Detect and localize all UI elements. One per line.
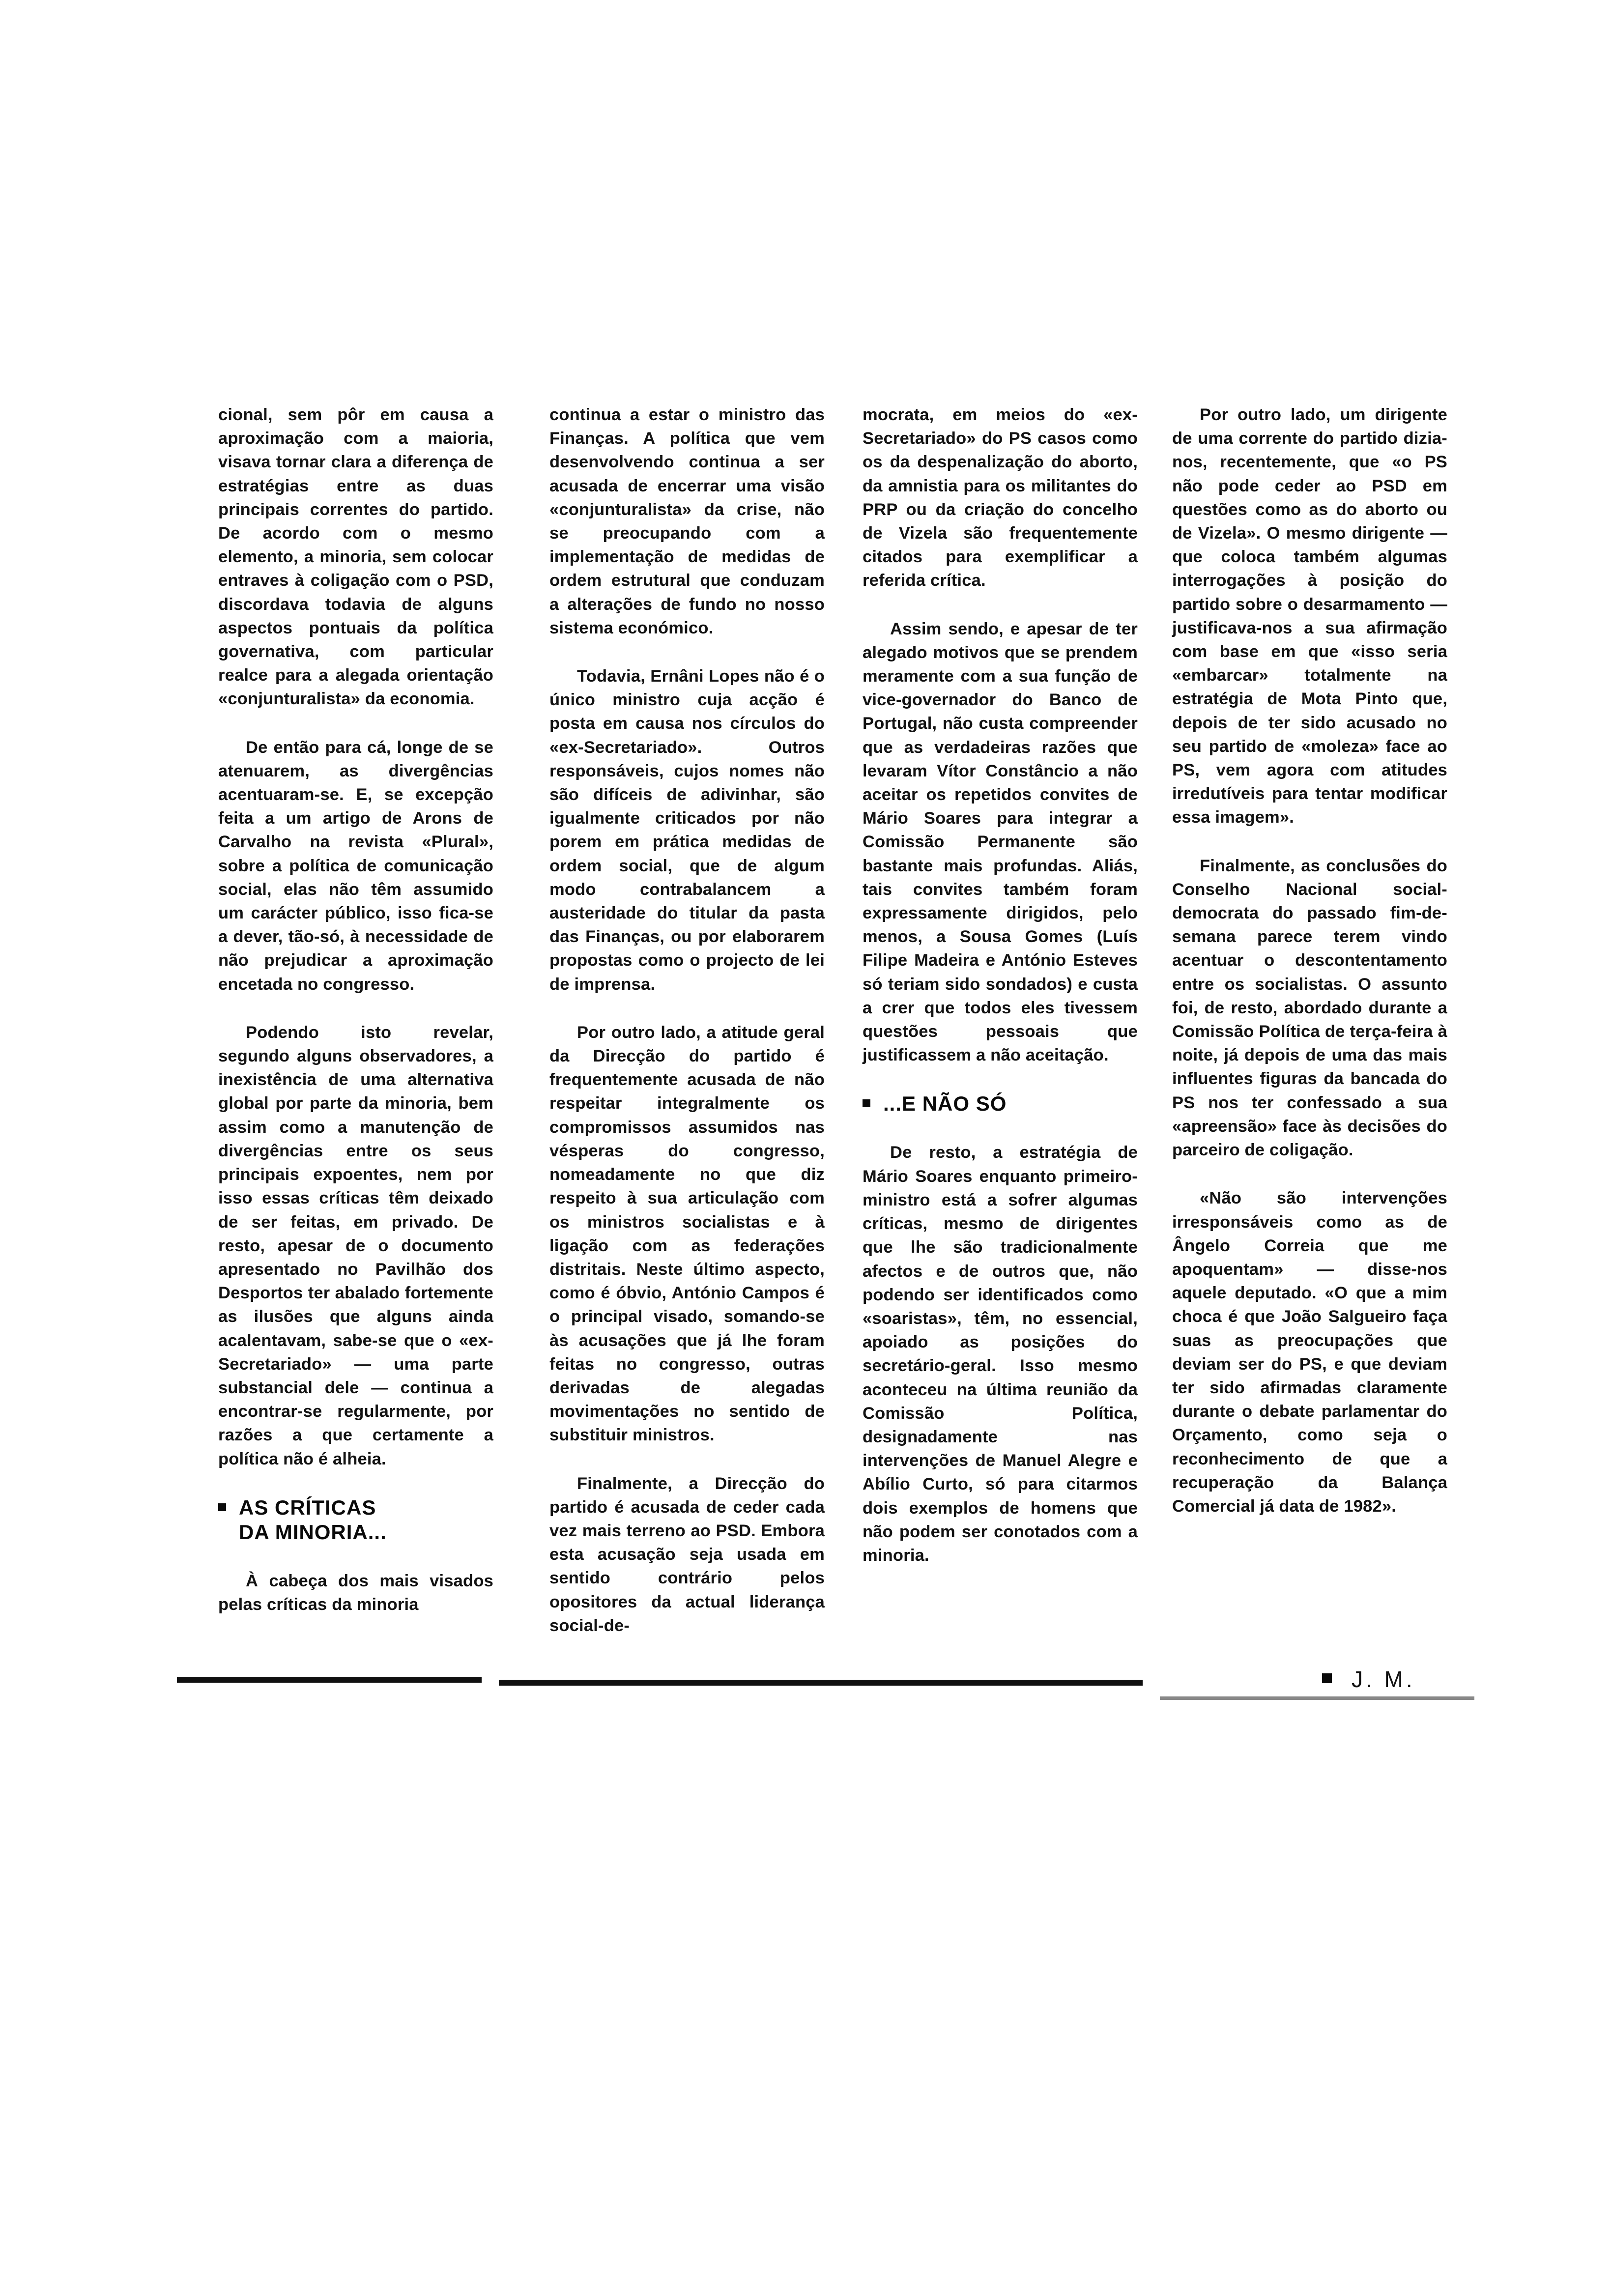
- section-heading-line: DA MINORIA...: [239, 1520, 387, 1544]
- bullet-square-icon: [1322, 1673, 1332, 1683]
- author-initials: J. M.: [1352, 1666, 1415, 1692]
- section-heading: [218, 1495, 493, 1545]
- paragraph: Finalmente, a Direcção do partido é acusada de ceder cada vez mais terreno ao PSD. Embora esta acusação seja usada em sentido contrário pelos opositores da actual liderança social-de-: [549, 1474, 825, 1635]
- paragraph: Assim sendo, e apesar de ter alegado motivos que se prendem meramente com a sua função de vice-governador do Banco de Portugal, não custa compreender que as verdadeiras razões que levaram Vítor Constâncio a não aceitar os repetidos convites de Mário Soares para integrar a Comissão Permanente são bastante mais profundas. Aliás, tais convites também foram expressamente dirigidos, pelo menos, a Sousa Gomes (Luís Filipe Madeira e António Esteves só teriam sido sondados) e custa a crer que todos eles tivessem questões pessoais que justificassem a não aceitação.: [863, 619, 1138, 1065]
- paragraph: «Não são intervenções irresponsáveis como as de Ângelo Correia que me apoquentam» — disse-nos aquele deputado. «O que a mim choca é que João Salgueiro faça suas as preocupações que deviam ser do PS, e que deviam ter sido afirmadas claramente durante o debate parlamentar do Orçamento, como seja o reconhecimento de que a recuperação da Balança Comercial já data de 1982».: [1172, 1189, 1447, 1516]
- article-column-2: [549, 403, 825, 1662]
- paragraph: De resto, a estratégia de Mário Soares enquanto primeiro-ministro está a sofrer algumas críticas, mesmo de dirigentes que lhe são tradicionalmente afectos e de outros que, não podendo ser identificados como «soaristas», têm, no essencial, apoiado as posições do secretário-geral. Isso mesmo aconteceu na última reunião da Comissão Política, designadamente nas intervenções de Manuel Alegre e Abílio Curto, só para citarmos dois exemplos de homens que não podem ser conotados com a minoria.: [863, 1143, 1138, 1565]
- paragraph: mocrata, em meios do «ex-Secretariado» do PS casos como os da despenalização do aborto, da amnistia para os militantes do PRP ou da criação do concelho de Vizela são frequentemente citados para exemplificar a referida crítica.: [863, 405, 1138, 590]
- author-signature: [1322, 1666, 1415, 1693]
- article-column-1: [218, 403, 493, 1641]
- bullet-square-icon: [218, 1503, 226, 1511]
- paragraph: cional, sem pôr em causa a aproximação com a maioria, visava tornar clara a diferença de estratégias entre as duas principais correntes do partido. De acordo com o mesmo elemento, a minoria, sem colocar entraves à coligação com o PSD, discordava todavia de alguns aspectos pontuais da política governativa, com particular realce para a alegada orientação «conjunturalista» da economia.: [218, 405, 493, 709]
- article-column-3: [863, 403, 1138, 1592]
- column-4-bottom-rule: [1160, 1696, 1474, 1700]
- paragraph: De então para cá, longe de se atenuarem, as divergências acentuaram-se. E, se excepção feita a um artigo de Arons de Carvalho na revista «Plural», sobre a política de comunicação social, elas não têm assumido um carácter público, isso fica-se a dever, tão-só, à necessidade de não prejudicar a aproximação encetada no congresso.: [218, 738, 493, 994]
- section-heading-line: AS CRÍTICAS: [239, 1495, 376, 1519]
- section-heading: [863, 1091, 1138, 1116]
- paragraph: Finalmente, as conclusões do Conselho Nacional social-democrata do passado fim-de-semana parece terem vindo acentuar o descontentamento entre os socialistas. O assunto foi, de resto, abordado durante a Comissão Política de terça-feira à noite, já depois de uma das mais influentes figuras da bancada do PS nos ter confessado a sua «apreensão» face às decisões do parceiro de coligação.: [1172, 856, 1447, 1160]
- column-1-bottom-rule: [177, 1677, 482, 1683]
- paragraph: Podendo isto revelar, segundo alguns observadores, a inexistência de uma alternativa global por parte da minoria, bem assim como a manutenção de divergências entre os seus principais expoentes, nem por isso essas críticas têm deixado de ser feitas, em privado. De resto, apesar de o documento apresentado no Pavilhão dos Desportos ter abalado fortemente as ilusões que alguns ainda acalentavam, sabe-se que o «ex-Secretariado» — uma parte substancial dele — continua a encontrar-se regularmente, por razões a que certamente a política não é alheia.: [218, 1023, 493, 1468]
- paragraph: Por outro lado, a atitude geral da Direcção do partido é frequentemente acusada de não respeitar integralmente os compromissos assumidos nas vésperas do congresso, nomeadamente no que diz respeito à sua articulação com os ministros socialistas e à ligação com as federações distritais. Neste último aspecto, como é óbvio, António Campos é o principal visado, somando-se às acusações que já lhe foram feitas no congresso, outras derivadas de alegadas movimentações no sentido de substituir ministros.: [549, 1023, 825, 1445]
- paragraph: continua a estar o ministro das Finanças. A política que vem desenvolvendo continua a ser acusada de encerrar uma visão «conjunturalista» da crise, não se preocupando com a implementação de medidas de ordem estrutural que conduzam a alterações de fundo no nosso sistema económico.: [549, 405, 825, 637]
- paragraph: Por outro lado, um dirigente de uma corrente do partido dizia-nos, recentemente, que «o PS não pode ceder ao PSD em questões como as do aborto ou de Vizela». O mesmo dirigente — que coloca também algumas interrogações à posição do partido sobre o desarmamento — justificava-nos a sua afirmação com base em que «isso seria «embarcar» totalmente na estratégia de Mota Pinto que, depois de ter sido acusado no seu partido de «moleza» face ao PS, vem agora com atitudes irredutíveis para tentar modificar essa imagem».: [1172, 405, 1447, 827]
- bullet-square-icon: [863, 1099, 870, 1107]
- article-column-4: [1172, 403, 1447, 1543]
- columns-2-3-bottom-rule: [499, 1680, 1143, 1686]
- paragraph: À cabeça dos mais visados pelas críticas da minoria: [218, 1571, 493, 1614]
- paragraph: Todavia, Ernâni Lopes não é o único ministro cuja acção é posta em causa nos círculos do «ex-Secretariado». Outros responsáveis, cujos nomes não são difíceis de adivinhar, são igualmente criticados por não porem em prática medidas de ordem social, que de algum modo contrabalancem a austeridade do titular da pasta das Finanças, ou por elaborarem propostas como o projecto de lei de imprensa.: [549, 667, 825, 994]
- section-heading-line: ...E NÃO SÓ: [883, 1092, 1007, 1116]
